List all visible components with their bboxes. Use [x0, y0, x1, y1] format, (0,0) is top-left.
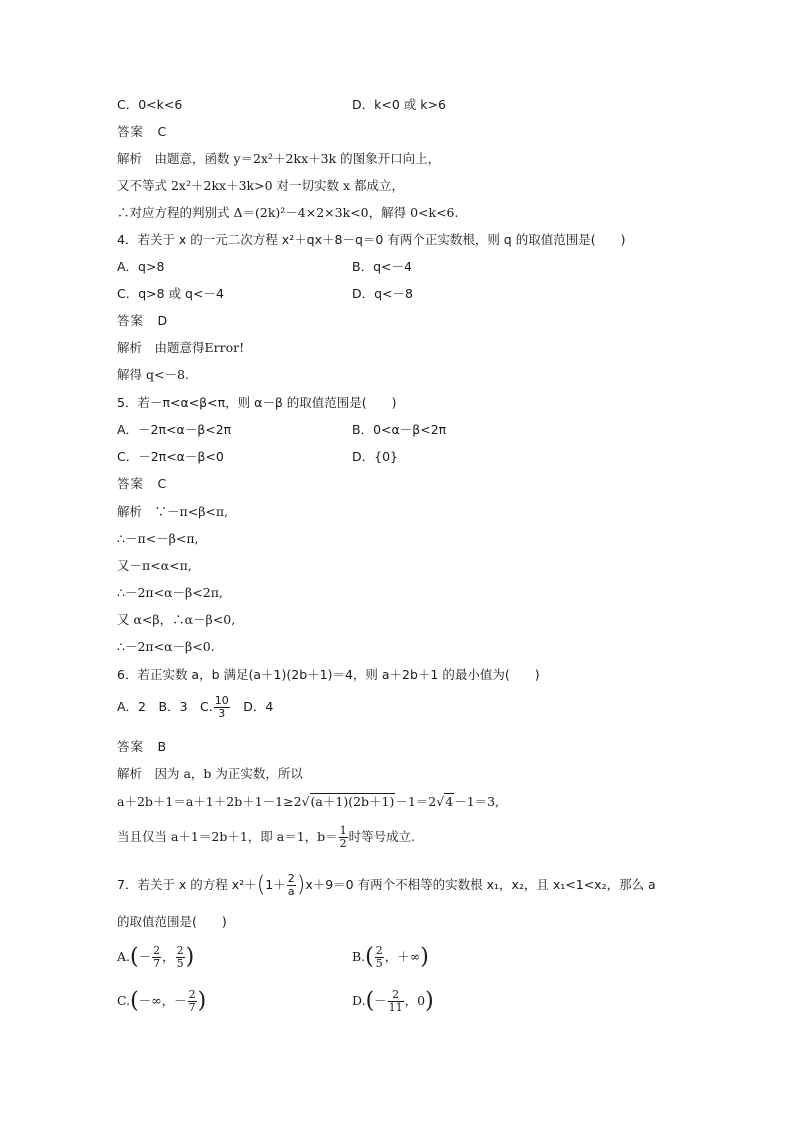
q3-analysis-line3: ∴对应方程的判别式 Δ＝(2k)²－4×2×3k<0，解得 0<k<6. — [117, 205, 459, 220]
q7-option-b — [352, 942, 429, 973]
q6-option-c-fraction — [214, 695, 230, 720]
fraction-numerator: 1 — [339, 824, 347, 837]
stem-fraction — [287, 873, 296, 898]
condition-text: 当且仅当 a＋1＝2b＋1，即 a＝1，b＝ — [117, 829, 338, 844]
q5-stem: 5．若－π<α<β<π，则 α－β 的取值范围是( ) — [117, 395, 397, 410]
right-paren-icon: ) — [296, 872, 306, 898]
sign: － — [374, 993, 387, 1008]
q6-analysis-equation — [117, 794, 499, 810]
q5-analysis-line2: ∴－π<－β<π, — [117, 531, 199, 546]
q3-answer: 答案 C — [117, 124, 168, 139]
q5-analysis-line6: ∴－2π<α－β<0. — [117, 639, 215, 654]
q7-stem-line1 — [117, 870, 656, 901]
q4-stem: 4．若关于 x 的一元二次方程 x²＋qx＋8－q＝0 有两个正实数根，则 q 的取值范围是( ) — [117, 232, 626, 247]
condition-fraction — [339, 825, 348, 850]
right-paren-icon: ) — [185, 944, 195, 970]
q7-option-d — [352, 986, 434, 1017]
q5-option-c: C．－2π<α－β<0 — [117, 449, 224, 464]
q6-analysis-condition — [117, 823, 415, 851]
right-paren-icon: ) — [425, 988, 434, 1014]
fraction-denominator: 5 — [176, 957, 184, 970]
sign: － — [138, 949, 152, 964]
fraction-denominator: 2 — [339, 837, 347, 850]
equation-part: －1＝2 — [395, 794, 437, 809]
q5-analysis-line1: 解析 ∵－π<β<π, — [117, 504, 229, 519]
option-label: D. — [352, 993, 366, 1008]
fraction-numerator: 2 — [153, 944, 161, 957]
fraction-numerator: 2 — [176, 944, 184, 957]
fraction-denominator: 7 — [188, 1001, 196, 1014]
q7-option-a: A.(－ $\frac{2}{7}$ ， $\frac{2}{5}$ ) — [117, 944, 195, 970]
sqrt-content: (a＋1)(2b＋1) — [310, 794, 395, 809]
fraction-numerator: 2 — [388, 989, 404, 1002]
condition-text: 时等号成立. — [348, 829, 416, 844]
left-paren-icon: ( — [365, 944, 374, 970]
fraction — [176, 945, 185, 970]
q5-option-d: D．{0} — [352, 449, 398, 464]
equation-part: a＋2b＋1＝a＋1＋2b＋1－1≥2 — [117, 794, 302, 809]
fraction-denominator: 11 — [388, 1001, 403, 1014]
stem-text: x＋9＝0 有两个不相等的实数根 x₁，x₂，且 x₁<1<x₂，那么 a — [305, 877, 656, 892]
stem-text: 1＋ — [265, 877, 286, 892]
q6-options — [117, 693, 273, 721]
right-paren-icon: ) — [197, 988, 207, 1014]
q3-option-c: C．0<k<6 — [117, 97, 183, 112]
q6-answer: 答案 B — [117, 739, 168, 754]
q3-analysis-line2: 又不等式 2x²＋2kx＋3k>0 对一切实数 x 都成立， — [117, 178, 404, 193]
q3-analysis-line1: 解析 由题意，函数 y＝2x²＋2kx＋3k 的图象开口向上， — [117, 151, 441, 166]
left-paren-icon: ( — [256, 872, 266, 898]
q4-answer: 答案 D — [117, 313, 169, 328]
fraction — [188, 989, 197, 1014]
option-text: ，＋∞ — [384, 949, 421, 964]
q6-stem: 6．若正实数 a，b 满足(a＋1)(2b＋1)＝4，则 a＋2b＋1 的最小值为( ) — [117, 667, 540, 682]
q6-option-d: D．4 — [230, 699, 274, 714]
option-label: A. — [117, 949, 131, 964]
fraction-numerator: 2 — [375, 944, 383, 957]
fraction-denominator: 3 — [218, 707, 226, 720]
left-paren-icon: ( — [365, 988, 375, 1014]
q3-option-d: D．k<0 或 k>6 — [352, 97, 446, 112]
q5-answer: 答案 C — [117, 476, 168, 491]
sqrt-content: 4 — [445, 794, 454, 809]
right-paren-icon: ) — [420, 944, 429, 970]
q6-analysis-line1: 解析 因为 a，b 为正实数，所以 — [117, 766, 303, 781]
sqrt-icon: √ — [436, 794, 445, 809]
q6-options-ab: A．2 B．3 C. — [117, 699, 213, 714]
fraction — [388, 989, 404, 1014]
fraction — [152, 945, 161, 970]
q4-analysis-line2: 解得 q<－8. — [117, 367, 189, 382]
q5-analysis-line4: ∴－2π<α－β<2π, — [117, 585, 223, 600]
q4-analysis-line1: 解析 由题意得Error! — [117, 340, 245, 355]
option-text: －∞，－ — [138, 993, 187, 1008]
fraction-numerator: 2 — [188, 988, 196, 1001]
fraction-denominator: a — [287, 885, 295, 898]
fraction-numerator: 2 — [287, 872, 295, 885]
q4-option-c: C．q>8 或 q<－4 — [117, 286, 224, 301]
sqrt-icon: √ — [301, 794, 310, 809]
q4-option-d: D．q<－8 — [352, 286, 413, 301]
fraction — [375, 945, 384, 970]
equation-part: －1＝3, — [454, 794, 500, 809]
left-paren-icon: ( — [130, 944, 139, 970]
option-label: C. — [117, 993, 131, 1008]
q7-stem-line2: 的取值范围是( ) — [117, 914, 227, 929]
q5-analysis-line5: 又 α<β，∴α－β<0, — [117, 612, 236, 627]
q5-analysis-line3: 又－π<α<π, — [117, 558, 192, 573]
q4-option-b: B．q<－4 — [352, 259, 412, 274]
fraction-denominator: 7 — [153, 957, 161, 970]
q7-option-c — [117, 986, 206, 1017]
option-label: B. — [352, 949, 366, 964]
left-paren-icon: ( — [130, 988, 139, 1014]
stem-text: 7．若关于 x 的方程 x²＋ — [117, 877, 257, 892]
q4-option-a: A．q>8 — [117, 259, 165, 274]
q5-option-b: B．0<α－β<2π — [352, 422, 447, 437]
fraction-denominator: 5 — [375, 957, 383, 970]
fraction-numerator: 10 — [214, 694, 229, 707]
option-text: ，0 — [404, 993, 426, 1008]
q5-option-a: A．－2π<α－β<2π — [117, 422, 232, 437]
